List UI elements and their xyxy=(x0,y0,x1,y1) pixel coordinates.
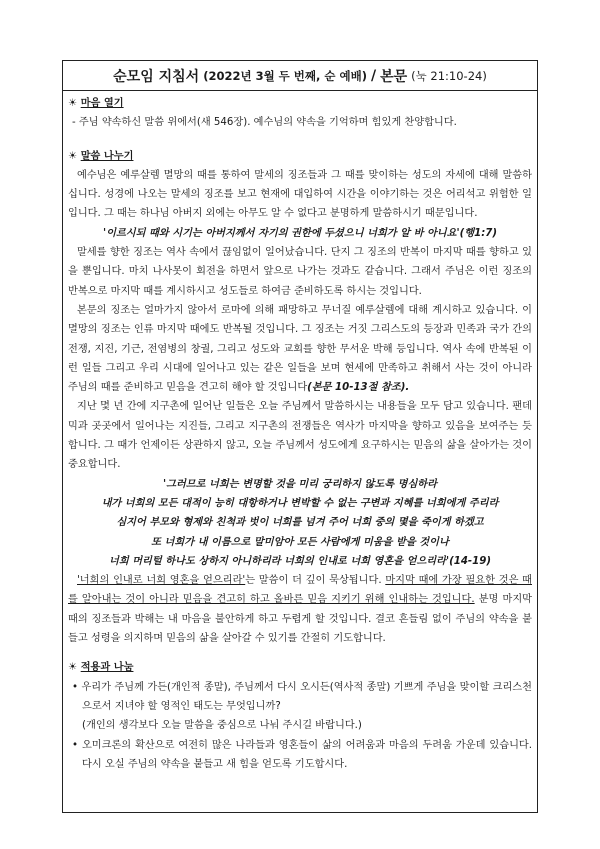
section-heading-application xyxy=(68,658,532,677)
title-date: (2022년 3월 두 번째, 순 예배) xyxy=(203,68,367,83)
list-item-note: (개인의 생각보다 오늘 말씀을 중심으로 나눠 주시길 바랍니다.) xyxy=(82,720,362,732)
guide-page xyxy=(62,60,538,813)
paragraph-text: 는 말씀이 더 깊이 묵상됩니다. xyxy=(245,575,386,587)
sun-icon: ☀ xyxy=(68,662,78,674)
paragraph xyxy=(68,301,532,397)
quote-line: 또 너희가 내 이름으로 말미암아 모든 사람에게 미움을 받을 것이나 xyxy=(151,536,449,548)
section-heading-label: 마음 열기 xyxy=(80,98,124,109)
paragraph-text: 본문의 징조는 얼마가지 않아서 로마에 의해 패망하고 무너질 예루살렘에 대해 계시하고 있습니다. 이 멸망의 징조는 인류 마지막 때에도 반복될 것입니다. 그 징조는 거짓 그리스도의 등장과 민족과 국가 간의 전쟁, 지진, 기근, 전염병의 창궐, 그리고 성도와 교회를 향한 무서운 박해 등입니다. 역사 속에 반복된 이런 일들 그리고 우리 시대에 일어나고 있는 같은 일들을 보며 현세에 만족하고 취해서 사는 것이 아니라 주님의 때를 준비하고 믿음을 견고히 해야 할 것입니다 xyxy=(68,304,532,394)
page-title: 순모임 지침서 xyxy=(113,68,200,85)
underlined-quote: '너희의 인내로 너희 영혼을 얻으리라' xyxy=(77,575,246,587)
paragraph xyxy=(68,571,532,648)
scripture-verse: '이르시되 때와 시기는 아버지께서 자기의 권한에 두셨으니 너희가 알 바 아니요'(행1:7) xyxy=(102,227,498,239)
title-box xyxy=(62,60,538,91)
opening-text: - 주님 약속하신 말씀 위에서(새 546장). 예수님의 약속을 기억하며 힘있게 찬양합니다. xyxy=(72,117,457,129)
paragraph: 지난 몇 년 간에 지구촌에 일어난 일들은 오늘 주님께서 말씀하시는 내용들을 모두 담고 있습니다. 팬데믹과 곳곳에서 일어나는 지진들, 그리고 지구촌의 전쟁들은 역사가 마지막을 향하고 있음을 보여주는 듯합니다. 그 때가 언제이든 상관하지 않고, 오늘 주님께서 성도에게 요구하시는 믿음의 삶을 살아가는 것이 중요합니다. xyxy=(68,401,532,471)
quote-line: 내가 너희의 모든 대적이 능히 대항하거나 변박할 수 없는 구변과 지혜를 너희에게 주리라 xyxy=(101,497,499,509)
paragraph-text: 분명 마지막 때의 징조들과 박해는 내 마음을 불안하게 하고 두렵게 할 것입니다. 결코 흔들림 없이 주님의 약속을 붙들고 성령을 의지하며 믿음의 삶을 살아갈 수 있기를 간절히 기도합니다. xyxy=(68,594,532,645)
title-scripture-ref: (눅 21:10-24) xyxy=(411,68,487,83)
section-heading-opening xyxy=(68,94,532,113)
list-item: • 우리가 주님께 가든(개인적 종말), 주님께서 다시 오시든(역사적 종말) 기쁘게 주님을 맞이할 크리스천으로서 지녀야 할 영적인 태도는 무엇입니까? xyxy=(72,681,532,712)
section-heading-sharing xyxy=(68,147,532,166)
underlined-emphasis: 마지막 때에 가장 필요한 것은 때를 알아내는 것이 아니라 믿음을 견고히 하고 올바른 믿음 지키기 위해 인내하는 것입니다. xyxy=(68,575,532,606)
paragraph: 예수님은 예루살렘 멸망의 때를 통하여 말세의 징조들과 그 때를 맞이하는 성도의 자세에 대해 말씀하십니다. 성경에 나오는 말세의 징조를 보고 현재에 대입하여 시간을 이야기하는 것은 어리석고 위험한 일입니다. 그 때는 하나님 아버지 외에는 아무도 알 수 없다고 분명하게 말씀하시기 때문입니다. xyxy=(68,169,532,220)
title-slash: / xyxy=(370,67,377,84)
content-box xyxy=(62,91,538,813)
quote-line: '그러므로 너희는 변명할 것을 미리 궁리하지 않도록 명심하라 xyxy=(163,478,437,490)
title-text-label: 본문 xyxy=(380,68,408,85)
sun-icon: ☀ xyxy=(68,98,78,109)
sun-icon: ☀ xyxy=(68,150,78,162)
quote-line: 심지어 부모와 형제와 친척과 벗이 너희를 넘겨 주어 너희 중의 몇을 죽이게 하겠고 xyxy=(116,517,484,529)
quote-line: 너희 머리털 하나도 상하지 아니하리라 너희의 인내로 너희 영혼을 얻으리라'(14-19) xyxy=(108,555,491,567)
list-item: • 오미크론의 확산으로 여전히 많은 나라들과 영혼들이 삶의 어려움과 마음의 두려움 가운데 있습니다. 다시 오실 주님의 약속을 붙들고 새 힘을 얻도록 기도합시다. xyxy=(72,739,532,770)
section-heading-label: 말씀 나누기 xyxy=(80,150,134,162)
scripture-reference: (본문 10-13절 참조). xyxy=(307,382,410,394)
scripture-quote-block xyxy=(68,475,532,571)
paragraph: 말세를 향한 징조는 역사 속에서 끊임없이 일어났습니다. 단지 그 징조의 반복이 마지막 때를 향하고 있을 뿐입니다. 마치 나사못이 회전을 하면서 앞으로 나가는 것과도 같습니다. 그래서 주님은 이런 징조의 반복으로 마지막 때를 계시하시고 성도들로 하여금 준비하도록 하시는 것입니다. xyxy=(68,247,532,297)
section-heading-label: 적용과 나눔 xyxy=(80,662,134,674)
